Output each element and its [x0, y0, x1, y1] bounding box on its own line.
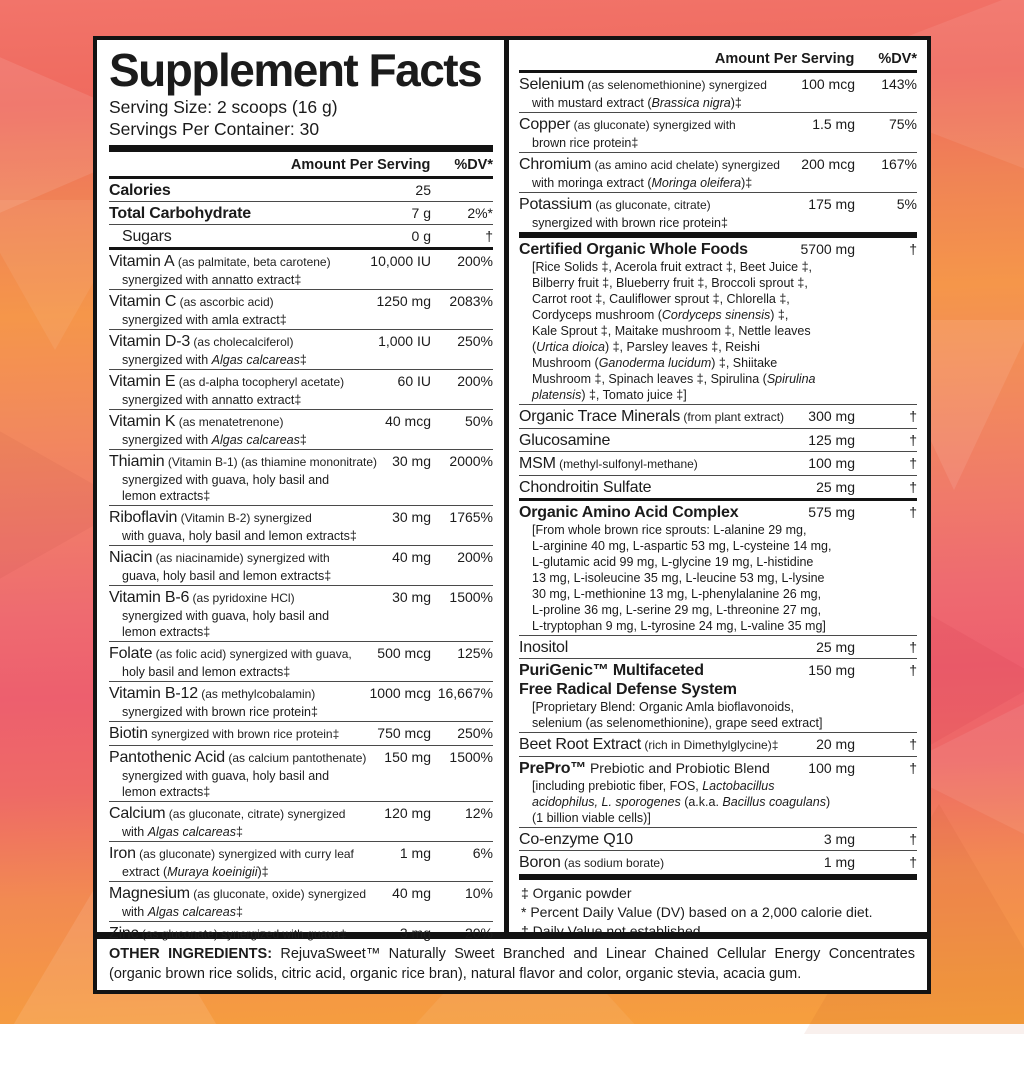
other-ingredients-text: RejuvaSweet™ Naturally Sweet Branched and Linear Chained Cellular Energy Concentrates (organic brown rice solids, citric acid, organic rice bran), natural flavor and color, organic stevia, acacia gum. — [109, 946, 915, 982]
nutrient-name: Magnesium — [109, 885, 190, 902]
nutrient-text — [109, 724, 493, 744]
row-biotin — [109, 721, 493, 745]
row-magnesium — [109, 881, 493, 921]
nutrient-text — [109, 844, 493, 880]
row-organic-amino-acid-complex — [519, 498, 917, 635]
nutrient-note: (as gluconate) synergized with — [570, 118, 736, 132]
nutrient-note: (as gluconate, citrate) — [591, 198, 711, 212]
row-inositol — [519, 635, 917, 658]
row-vitamin-b-6 — [109, 585, 493, 641]
row-vitamin-k — [109, 409, 493, 449]
amount-value: 150 mg — [384, 749, 431, 765]
amount-value: 150 mg — [808, 662, 855, 678]
nutrient-subtext: holy basil and lemon extracts‡ — [122, 665, 291, 679]
amount-value: 120 mg — [384, 805, 431, 821]
nutrient-name: Total Carbohydrate — [109, 205, 251, 222]
nutrient-name: Vitamin E — [109, 373, 176, 390]
row-niacin — [109, 545, 493, 585]
nutrient-name: PrePro™ — [519, 760, 587, 777]
nutrient-name: Organic Amino Acid Complex — [519, 504, 739, 521]
nutrient-subtext: 30 mg, L-methionine 13 mg, L-phenylalanine 26 mg, — [532, 587, 822, 601]
nutrient-name: Chondroitin Sulfate — [519, 479, 652, 496]
nutrient-subtext: lemon extracts‡ — [122, 625, 211, 639]
nutrient-name: Thiamin — [109, 453, 165, 470]
row-total-carbohydrate — [109, 201, 493, 224]
nutrient-subtext: [Proprietary Blend: Organic Amla bioflavonoids, — [532, 700, 794, 714]
row-boron — [519, 850, 917, 874]
nutrient-subtext: with moringa extract (Moringa oleifera)‡ — [532, 176, 753, 190]
dv-value: † — [909, 241, 917, 257]
dv-value: 6% — [472, 845, 493, 861]
row-zinc — [109, 921, 493, 945]
nutrient-subtext: [From whole brown rice sprouts: L-alanine 29 mg, — [532, 523, 807, 537]
amount-value: 1 mg — [823, 854, 855, 870]
row-beet-root-extract — [519, 732, 917, 756]
nutrient-name: Sugars — [122, 228, 172, 245]
amount-value: 100 mg — [808, 455, 855, 471]
nutrient-text — [109, 804, 493, 840]
dv-value: 20% — [464, 925, 493, 941]
left-nutrient-rows — [109, 179, 493, 945]
row-glucosamine — [519, 428, 917, 451]
row-certified-organic-whole-foods — [519, 232, 917, 404]
row-pantothenic-acid — [109, 745, 493, 801]
nutrient-text — [519, 661, 917, 731]
nutrient-name: Calories — [109, 182, 171, 199]
row-chromium — [519, 152, 917, 192]
left-column — [97, 40, 504, 942]
nutrient-note: (as amino acid chelate) synergized — [591, 158, 780, 172]
serving-size: Serving Size: 2 scoops (16 g) — [109, 97, 338, 117]
nutrient-subtext: Mushroom (Ganoderma lucidum) ‡, Shiitake — [532, 356, 778, 370]
nutrient-text — [519, 75, 917, 111]
dv-value: 250% — [457, 333, 493, 349]
nutrient-subtext: lemon extracts‡ — [122, 489, 211, 503]
row-iron — [109, 841, 493, 881]
nutrient-note: (as menatetrenone) — [175, 415, 284, 429]
nutrient-text — [109, 412, 493, 448]
footnote-line: * Percent Daily Value (DV) based on a 2,000 calorie diet. — [521, 904, 873, 920]
nutrient-subtext: Cordyceps mushroom (Cordyceps sinensis) ‡, — [532, 308, 789, 322]
nutrient-text — [109, 204, 493, 223]
nutrient-name: Copper — [519, 116, 571, 133]
nutrient-note: (as palmitate, beta carotene) — [174, 255, 331, 269]
right-column — [504, 40, 927, 939]
amount-value: 3 mg — [399, 925, 431, 941]
nutrient-subtext: synergized with amla extract‡ — [122, 313, 287, 327]
right-nutrient-rows — [519, 73, 917, 874]
amount-value: 25 — [415, 182, 431, 198]
nutrient-note: (as gluconate, oxide) synergized — [189, 887, 367, 901]
nutrient-text — [109, 332, 493, 368]
nutrient-name: Folate — [109, 645, 153, 662]
nutrient-text — [519, 735, 917, 755]
right-column-header — [519, 46, 917, 73]
dv-value: 50% — [464, 413, 493, 429]
row-copper — [519, 112, 917, 152]
row-calories — [109, 179, 493, 201]
row-chondroitin-sulfate — [519, 475, 917, 498]
nutrient-name: Iron — [109, 845, 136, 862]
dv-value: 250% — [457, 725, 493, 741]
nutrient-note: (as calcium pantothenate) — [225, 751, 367, 765]
amount-value: 575 mg — [808, 504, 855, 520]
row-riboflavin — [109, 505, 493, 545]
nutrient-text — [109, 252, 493, 288]
row-potassium — [519, 192, 917, 232]
supplement-facts-label — [93, 36, 931, 994]
nutrient-subtext: platensis) ‡, Tomato juice ‡] — [532, 388, 687, 402]
nutrient-subtext: [including prebiotic fiber, FOS, Lactobacillus — [532, 779, 775, 793]
nutrient-subtext: with Algas calcareas‡ — [122, 905, 243, 919]
nutrient-note: (as gluconate, citrate) synergized — [165, 807, 346, 821]
nutrient-subtext: L-glutamic acid 99 mg, L-glycine 19 mg, L-histidine — [532, 555, 814, 569]
nutrient-name: Vitamin B-12 — [109, 685, 198, 702]
nutrient-text — [519, 503, 917, 634]
nutrient-subtext: brown rice protein‡ — [532, 136, 639, 150]
row-msm — [519, 451, 917, 475]
dv-value: 1765% — [449, 509, 493, 525]
nutrient-text — [109, 227, 493, 246]
amount-header: Amount Per Serving — [714, 51, 855, 67]
label-columns — [97, 40, 927, 942]
amount-value: 300 mg — [808, 408, 855, 424]
nutrient-text — [109, 588, 493, 640]
row-vitamin-b-12 — [109, 681, 493, 721]
nutrient-text — [109, 884, 493, 920]
nutrient-name: Pantothenic Acid — [109, 749, 225, 766]
dv-header: %DV* — [454, 157, 493, 173]
nutrient-text — [109, 748, 493, 800]
nutrient-text — [519, 759, 917, 826]
amount-value: 30 mg — [392, 589, 431, 605]
row-vitamin-a — [109, 247, 493, 289]
dv-value: 2%* — [467, 205, 493, 221]
amount-value: 1250 mg — [376, 293, 431, 309]
nutrient-text — [519, 638, 917, 657]
dv-value: † — [909, 639, 917, 655]
amount-value: 7 g — [411, 205, 431, 221]
dv-value: 125% — [457, 645, 493, 661]
nutrient-note: (as ascorbic acid) — [176, 295, 274, 309]
nutrient-subtext: Mushroom ‡, Spinach leaves ‡, Spirulina (Spirulina — [532, 372, 816, 386]
amount-value: 30 mg — [392, 453, 431, 469]
dv-value: † — [909, 736, 917, 752]
row-prepro — [519, 756, 917, 827]
nutrient-name: Vitamin C — [109, 293, 177, 310]
row-purigenic-multifaceted — [519, 658, 917, 732]
nutrient-text — [519, 155, 917, 191]
nutrient-name: Potassium — [519, 196, 592, 213]
amount-value: 0 g — [411, 228, 431, 244]
nutrient-note: (as gluconate) synergized with curry leaf — [135, 847, 354, 861]
dv-value: 1500% — [449, 749, 493, 765]
amount-value: 175 mg — [808, 196, 855, 212]
nutrient-text — [109, 684, 493, 720]
nutrient-name: Glucosamine — [519, 432, 611, 449]
nutrient-subtext: [Rice Solids ‡, Acerola fruit extract ‡, Beet Juice ‡, — [532, 260, 812, 274]
nutrient-subtext: 13 mg, L-isoleucine 35 mg, L-leucine 53 mg, L-lysine — [532, 571, 825, 585]
nutrient-text — [109, 452, 493, 504]
nutrient-name: Chromium — [519, 156, 592, 173]
nutrient-note: (as sodium borate) — [560, 856, 665, 870]
nutrient-text — [519, 407, 917, 427]
nutrient-name: Zinc — [109, 925, 139, 942]
row-vitamin-c — [109, 289, 493, 329]
amount-header: Amount Per Serving — [290, 157, 431, 173]
nutrient-name-line2: Free Radical Defense System — [519, 681, 737, 698]
nutrient-text — [109, 508, 493, 544]
nutrient-name: Vitamin B-6 — [109, 589, 190, 606]
dv-value: † — [909, 504, 917, 520]
nutrient-text — [519, 240, 917, 403]
amount-value: 3 mg — [823, 831, 855, 847]
amount-value: 20 mg — [816, 736, 855, 752]
nutrient-subtext: synergized with Algas calcareas‡ — [122, 433, 307, 447]
amount-value: 25 mg — [816, 479, 855, 495]
dv-value: † — [909, 760, 917, 776]
amount-value: 40 mg — [392, 549, 431, 565]
dv-value: 200% — [457, 253, 493, 269]
amount-value: 10,000 IU — [370, 253, 431, 269]
nutrient-text — [109, 181, 493, 200]
row-vitamin-e — [109, 369, 493, 409]
nutrient-subtext: (Urtica dioica) ‡, Parsley leaves ‡, Reishi — [532, 340, 760, 354]
nutrient-text — [109, 292, 493, 328]
nutrient-note: (as niacinamide) synergized with — [152, 551, 330, 565]
nutrient-text — [519, 830, 917, 849]
nutrient-subtext: with mustard extract (Brassica nigra)‡ — [532, 96, 742, 110]
label-title: Supplement Facts — [109, 44, 482, 96]
nutrient-name: Vitamin A — [109, 253, 175, 270]
amount-value: 25 mg — [816, 639, 855, 655]
nutrient-note: (rich in Dimethylglycine)‡ — [641, 738, 779, 752]
row-organic-trace-minerals — [519, 404, 917, 428]
nutrient-note: (as gluconate) synergized with guava‡ — [138, 927, 347, 941]
dv-value: 75% — [888, 116, 917, 132]
amount-value: 750 mcg — [377, 725, 431, 741]
nutrient-name: Co-enzyme Q10 — [519, 831, 633, 848]
nutrient-text — [109, 548, 493, 584]
nutrient-subtext: with Algas calcareas‡ — [122, 825, 243, 839]
nutrient-name: PuriGenic™ Multifaceted — [519, 662, 704, 679]
amount-value: 30 mg — [392, 509, 431, 525]
nutrient-subtext: synergized with guava, holy basil and — [122, 769, 330, 783]
amount-value: 40 mcg — [385, 413, 431, 429]
servings-per-container: Servings Per Container: 30 — [109, 119, 320, 139]
nutrient-subtext: synergized with guava, holy basil and — [122, 473, 330, 487]
footnote-line: † Daily Value not established. — [521, 923, 705, 939]
amount-value: 500 mcg — [377, 645, 431, 661]
nutrient-text — [109, 372, 493, 408]
nutrient-subtext: L-proline 36 mg, L-serine 29 mg, L-threonine 27 mg, — [532, 603, 822, 617]
row-co-enzyme-q10 — [519, 827, 917, 850]
nutrient-subtext: synergized with annatto extract‡ — [122, 273, 302, 287]
amount-value: 1 mg — [399, 845, 431, 861]
dv-value: † — [909, 831, 917, 847]
nutrient-note: (Vitamin B-1) (as thiamine mononitrate) — [164, 455, 378, 469]
nutrient-text — [519, 431, 917, 450]
nutrient-text — [109, 644, 493, 680]
row-folate — [109, 641, 493, 681]
amount-value: 100 mcg — [801, 76, 855, 92]
nutrient-name: Beet Root Extract — [519, 736, 641, 753]
nutrient-name: Selenium — [519, 76, 585, 93]
amount-value: 1,000 IU — [378, 333, 431, 349]
amount-value: 1000 mcg — [369, 685, 431, 701]
nutrient-subtext: lemon extracts‡ — [122, 785, 211, 799]
nutrient-name: Vitamin D-3 — [109, 333, 191, 350]
dv-value: 2000% — [449, 453, 493, 469]
row-calcium — [109, 801, 493, 841]
dv-value: † — [909, 662, 917, 678]
nutrient-name: MSM — [519, 455, 556, 472]
nutrient-text — [519, 195, 917, 231]
dv-value: † — [909, 479, 917, 495]
dv-value: 5% — [896, 196, 917, 212]
dv-value: † — [909, 408, 917, 424]
nutrient-subtext: (1 billion viable cells)] — [532, 811, 651, 825]
nutrient-name: Certified Organic Whole Foods — [519, 241, 748, 258]
nutrient-subtext: Bilberry fruit ‡, Blueberry fruit ‡, Broccoli sprout ‡, — [532, 276, 808, 290]
dv-value: † — [909, 455, 917, 471]
nutrient-text — [109, 924, 493, 944]
nutrient-subtext: synergized with annatto extract‡ — [122, 393, 302, 407]
nutrient-name: Inositol — [519, 639, 569, 656]
nutrient-text — [519, 454, 917, 474]
nutrient-note: (Vitamin B-2) synergized — [177, 511, 312, 525]
amount-value: 100 mg — [808, 760, 855, 776]
nutrient-subtext: L-tryptophan 9 mg, L-tyrosine 24 mg, L-valine 35 mg] — [532, 619, 826, 633]
footnote-line: ‡ Organic powder — [521, 885, 632, 901]
nutrient-subtext: L-arginine 40 mg, L-aspartic 53 mg, L-cysteine 14 mg, — [532, 539, 832, 553]
dv-value: † — [909, 854, 917, 870]
nutrient-subtext: synergized with brown rice protein‡ — [532, 216, 728, 230]
dv-value: 1500% — [449, 589, 493, 605]
dv-value: 2083% — [449, 293, 493, 309]
dv-value: 200% — [457, 549, 493, 565]
amount-value: 1.5 mg — [812, 116, 855, 132]
nutrient-note: (as methylcobalamin) — [197, 687, 316, 701]
nutrient-name: Organic Trace Minerals — [519, 408, 680, 425]
nutrient-subtext: synergized with brown rice protein‡ — [122, 705, 318, 719]
dv-header: %DV* — [878, 51, 917, 67]
amount-value: 5700 mg — [800, 241, 855, 257]
nutrient-note: synergized with brown rice protein‡ — [147, 727, 340, 741]
nutrient-text — [519, 115, 917, 151]
nutrient-subtext: synergized with Algas calcareas‡ — [122, 353, 307, 367]
dv-value: 16,667% — [437, 685, 493, 701]
nutrient-text — [519, 478, 917, 497]
nutrient-subtext: selenium (as selenomethionine), grape seed extract] — [532, 716, 823, 730]
dv-value: 10% — [464, 885, 493, 901]
nutrient-name: Calcium — [109, 805, 166, 822]
dv-value: 200% — [457, 373, 493, 389]
amount-value: 40 mg — [392, 885, 431, 901]
dv-value: † — [909, 432, 917, 448]
nutrient-subtext: guava, holy basil and lemon extracts‡ — [122, 569, 332, 583]
dv-value: 143% — [881, 76, 917, 92]
nutrient-note: (as d-alpha tocopheryl acetate) — [175, 375, 345, 389]
nutrient-subtext: synergized with guava, holy basil and — [122, 609, 330, 623]
nutrient-subtext: acidophilus, L. sporogenes (a.k.a. Bacillus coagulans) — [532, 795, 831, 809]
left-column-header — [109, 145, 493, 179]
nutrient-note: (from plant extract) — [680, 410, 785, 424]
nutrient-note: Prebiotic and Probiotic Blend — [586, 760, 770, 776]
nutrient-name: Niacin — [109, 549, 153, 566]
nutrient-note: (as cholecalciferol) — [190, 335, 294, 349]
dv-value: 167% — [881, 156, 917, 172]
nutrient-subtext: Carrot root ‡, Cauliflower sprout ‡, Chlorella ‡, — [532, 292, 790, 306]
dv-value: 12% — [464, 805, 493, 821]
nutrient-name: Boron — [519, 854, 561, 871]
nutrient-note: (as pyridoxine HCl) — [189, 591, 295, 605]
nutrient-text — [519, 853, 917, 873]
row-selenium — [519, 73, 917, 112]
nutrient-subtext: extract (Muraya koeinigii)‡ — [122, 865, 269, 879]
amount-value: 60 IU — [397, 373, 431, 389]
nutrient-note: (as folic acid) synergized with guava, — [152, 647, 352, 661]
nutrient-subtext: Kale Sprout ‡, Maitake mushroom ‡, Nettle leaves — [532, 324, 811, 338]
amount-value: 200 mcg — [801, 156, 855, 172]
row-sugars — [109, 224, 493, 247]
row-vitamin-d-3 — [109, 329, 493, 369]
nutrient-name: Riboflavin — [109, 509, 178, 526]
row-thiamin — [109, 449, 493, 505]
nutrient-subtext: with guava, holy basil and lemon extracts‡ — [122, 529, 357, 543]
nutrient-note: (as selenomethionine) synergized — [584, 78, 767, 92]
nutrient-name: Biotin — [109, 725, 148, 742]
amount-value: 125 mg — [808, 432, 855, 448]
other-ingredients-label: OTHER INGREDIENTS: — [109, 946, 273, 962]
nutrient-note: (methyl-sulfonyl-methane) — [555, 457, 698, 471]
nutrient-name: Vitamin K — [109, 413, 176, 430]
dv-value: † — [485, 228, 493, 244]
